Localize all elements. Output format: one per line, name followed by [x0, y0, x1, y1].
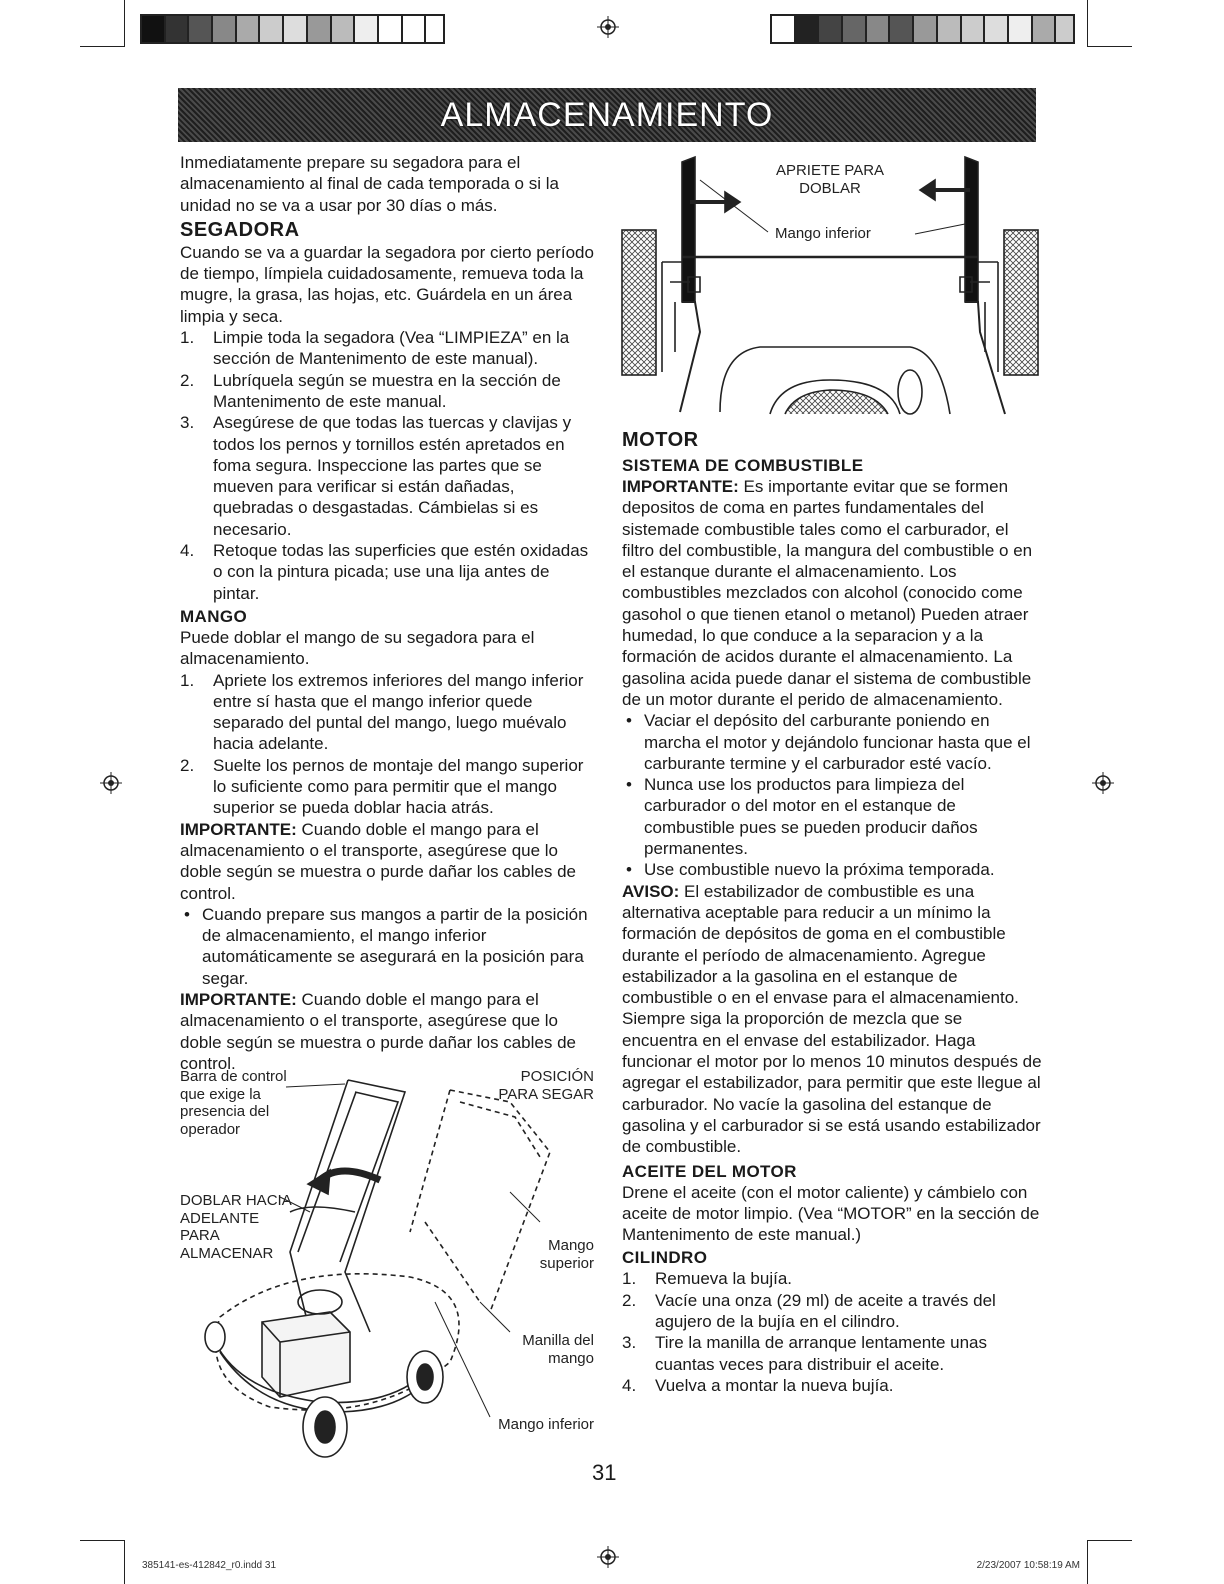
segadora-heading: SEGADORA: [180, 218, 300, 241]
crop-mark: [124, 0, 125, 46]
page-title: ALMACENAMIENTO: [440, 95, 774, 134]
registration-bar-left: [140, 14, 445, 44]
page-number: 31: [592, 1460, 617, 1485]
list-item: 2. Lubríquela según se muestra en la sección de Mantenimento de este manual.: [180, 370, 561, 411]
crop-mark: [80, 1540, 125, 1541]
important-note-1: IMPORTANTE: Cuando doble el mango para el almacenamiento o el transporte, asegúrese que lo doble según se muestra o purde dañar los cables de control.: [180, 819, 576, 903]
list-item: 1. Limpie toda la segadora (Vea “LIMPIEZA” en la sección de Mantenimento de este manual).: [180, 328, 570, 369]
registration-target-icon: [597, 1546, 619, 1568]
crop-mark: [1087, 1540, 1088, 1584]
mango-paragraph: Puede doblar el mango de su segadora para el almacenamiento.: [180, 627, 535, 669]
intro-paragraph: Inmediatamente prepare su segadora para el almacenamiento al final de cada temporada o si la unidad no se va a usar por 30 días o más.: [180, 153, 559, 215]
crop-mark: [1087, 46, 1132, 47]
list-item: • Cuando prepare sus mangos a partir de la posición de almacenamiento, el mango inferior automáticamente se asegurará en la posición para segar.: [184, 904, 588, 988]
list-item: 3. Tire la manilla de arranque lentamente unas cuantas veces para distribuir el aceite.: [622, 1333, 988, 1374]
mango-bullets: [180, 904, 595, 989]
aviso-paragraph: AVISO: El estabilizador de combustible es una alternativa aceptable para reducir a un mínimo la formación de depósitos de goma en el combustible durante el período de almacenamiento. Agregue estabilizador a la gasolina en el estanque de combustible o en el envase para el almacenamiento. Siempre siga la proporción de mezcla que se encuentra en el envase del estabilizador. Haga funcionar el motor por lo menos 10 minutos después de agregar el estabilizador, para permitir que este llegue al carburador. No vacíe la gasolina del estanque de gasolina y el carburador si se está usando estabilizador de combustible.: [622, 881, 1042, 1157]
registration-target-icon: [1092, 772, 1114, 794]
list-item: 2. Suelte los pernos de montaje del mango superior lo suficiente como para permitir que el mango superior se pueda doblar hacia atrás.: [180, 755, 584, 818]
label-doblar-hacia-adelante: DOBLAR HACIA ADELANTE PARA ALMACENAR: [180, 1192, 291, 1262]
list-item: 4. Vuelva a montar la nueva bujía.: [622, 1375, 894, 1395]
list-item: 4. Retoque todas las superficies que estén oxidadas o con la pintura picada; use una lija antes de pintar.: [180, 541, 589, 603]
mango-list: [180, 670, 595, 819]
list-item: 3. Asegúrese de que todas las tuercas y clavijas y todos los pernos y tornillos estén apretados en foma segura. Inspeccione las partes que se mueven para verificar si están dañadas, quebradas o desgastadas. Cámbielas si es necesario.: [180, 413, 572, 539]
label-mango-inferior: Mango inferior: [498, 1416, 594, 1433]
sistema-combustible-heading: SISTEMA DE COMBUSTIBLE: [622, 456, 864, 475]
list-item: 1. Remueva la bujía.: [622, 1269, 793, 1289]
cilindro-heading: CILINDRO: [622, 1248, 708, 1268]
important-note-2: IMPORTANTE: Cuando doble el mango para el almacenamiento o el transporte, asegúrese que lo doble según se muestra o purde dañar los cables de control.: [180, 989, 576, 1073]
label-apriete-para-doblar: APRIETE PARA DOBLAR: [775, 162, 885, 197]
right-column: [622, 428, 1042, 1396]
segadora-list: [180, 327, 595, 604]
registration-target-icon: [100, 772, 122, 794]
list-item: • Vaciar el depósito del carburante poniendo en marcha el motor y dejándolo funcionar hasta que el carburante termine y el carburador esté vacío.: [626, 711, 1031, 773]
footer-timestamp: 2/23/2007 10:58:19 AM: [976, 1560, 1080, 1571]
list-item: • Use combustible nuevo la próxima temporada.: [626, 860, 995, 880]
registration-bar-right: [770, 14, 1075, 44]
cilindro-list: [622, 1268, 1042, 1396]
footer-file-name: 385141-es-412842_r0.indd 31: [142, 1560, 276, 1571]
list-item: • Nunca use los productos para limpieza del carburador o del motor en el estanque de combustible pues se pueden producir daños permanentes.: [626, 775, 978, 859]
label-mango-inferior-right: Mango inferior: [775, 225, 871, 242]
mango-heading: MANGO: [180, 606, 248, 626]
motor-heading: MOTOR: [622, 429, 699, 451]
combustible-bullets: [622, 710, 1042, 880]
label-barra-de-control: Barra de control que exige la presencia del operador: [180, 1068, 287, 1138]
crop-mark: [80, 46, 125, 47]
segadora-paragraph: Cuando se va a guardar la segadora por cierto período de tiempo, límpiela cuidadosamente, remueva toda la mugre, la grasa, las hojas, etc. Guárdela en un área limpia y seca.: [180, 242, 594, 326]
label-posicion-para-segar: POSICIÓN PARA SEGAR: [498, 1068, 594, 1103]
important-paragraph: IMPORTANTE: Es importante evitar que se formen depositos de coma en partes fundamentales del sistemade combustible tales como el carburador, el filtro del combustible, la mangura del combustible o en el estanque durante el almacenamiento. Los combustibles mezclados con alcohol (conocido come gasohol o que tienen etanol o metanol) Pueden atraer humedad, lo que conduce a la separacion y a la formación de acidos durante el almacenamiento. La gasolina acida puede danar el sistema de combustible de un motor durante el perido de almacenamiento.: [622, 477, 1033, 709]
aceite-heading: ACEITE DEL MOTOR: [622, 1161, 797, 1181]
left-column: [180, 152, 595, 1074]
crop-mark: [1087, 0, 1088, 46]
aceite-paragraph: Drene el aceite (con el motor caliente) y cámbielo con aceite de motor limpio. (Vea “MOTOR” en la sección de Mantenimento de este manual.): [622, 1182, 1040, 1245]
label-manilla-del-mango: Manilla del mango: [522, 1332, 594, 1367]
section-banner: [178, 88, 1036, 142]
label-mango-superior: Mango superior: [539, 1237, 594, 1272]
crop-mark: [124, 1540, 125, 1584]
list-item: 2. Vacíe una onza (29 ml) de aceite a través del agujero de la bujía en el cilindro.: [622, 1290, 996, 1331]
registration-target-icon: [597, 16, 619, 38]
crop-mark: [1087, 1540, 1132, 1541]
list-item: 1. Apriete los extremos inferiores del mango inferior entre sí hasta que el mango inferior quede separado del puntal del mango, luego muévalo hacia adelante.: [180, 670, 584, 754]
